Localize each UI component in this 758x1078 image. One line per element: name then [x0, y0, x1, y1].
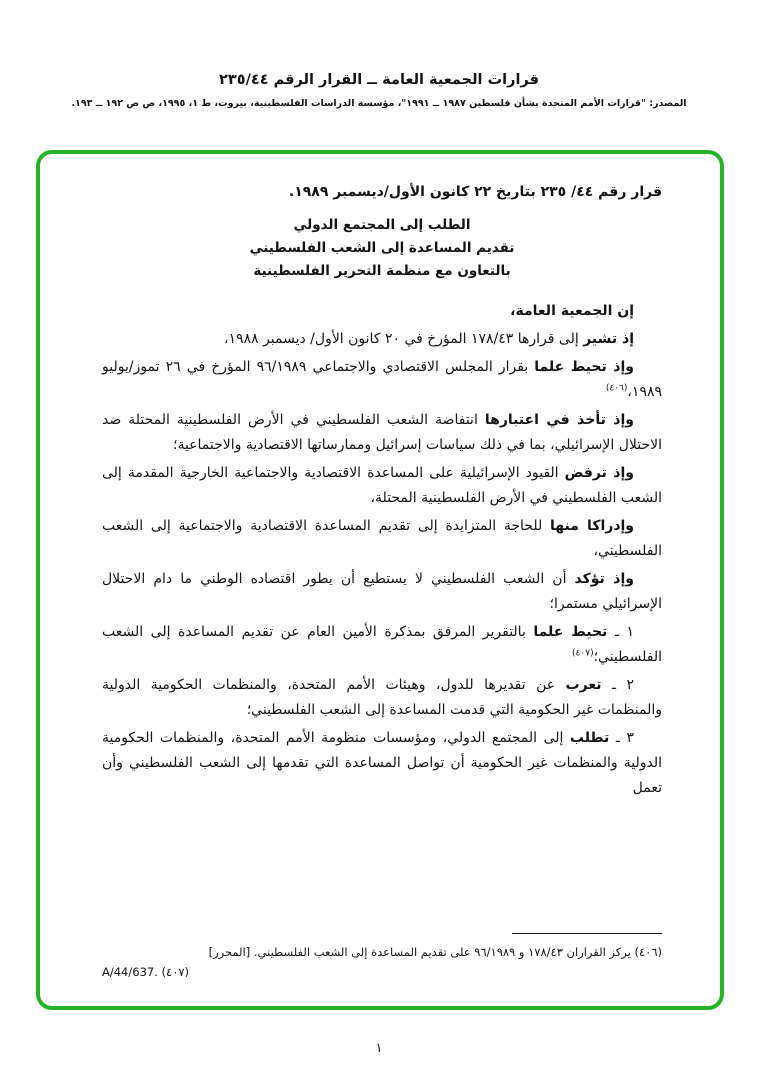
footnote-ref: (٤٠٧) — [572, 648, 594, 659]
paragraph-text: إلى المجتمع الدولي، ومؤسسات منظومة الأمم المتحدة، والمنظمات الحكومية الدولية والمنظمات غير الحكومية أن تواصل المساعدة التي تقدمها إلى الشعب الفلسطيني وأن تعمل — [102, 730, 662, 796]
body-paragraph — [102, 726, 662, 801]
body-paragraph — [102, 299, 662, 324]
page-number: ١ — [375, 1041, 383, 1056]
footnote-text: يركز القراران ١٧٨/٤٣ و ٩٦/١٩٨٩ على تقديم المساعدة إلى الشعب الفلسطيني. [المحرر] — [208, 945, 631, 959]
resolution-frame — [36, 150, 724, 1010]
paragraph-lead: إن الجمعية العامة، — [510, 303, 634, 319]
footnotes-section — [102, 933, 662, 982]
footnote-407 — [102, 963, 662, 982]
body-paragraph — [102, 673, 662, 723]
footnote-label: (٤٠٦) — [634, 945, 662, 959]
paragraph-text: القيود الإسرائيلية على المساعدة الاقتصادية والاجتماعية الخارجية المقدمة إلى الشعب الفلسطيني في الأرض الفلسطينية المحتلة، — [102, 465, 662, 506]
paragraph-text: انتفاضة الشعب الفلسطيني في الأرض الفلسطينية المحتلة ضد الاحتلال الإسرائيلي، بما في ذلك سياسات إسرائيل وممارساتها الاقتصادية والاجتماعية؛ — [102, 412, 662, 453]
paragraph-text: للحاجة المتزايدة إلى تقديم المساعدة الاقتصادية والاجتماعية إلى الشعب الفلسطيني، — [102, 518, 662, 559]
body-paragraph — [102, 355, 662, 405]
paragraph-lead: وإذ تأخذ في اعتبارها — [484, 412, 634, 428]
footnote-document-symbol: A/44/637.‎ — [102, 965, 158, 979]
paragraph-lead: تعرب — [565, 677, 602, 693]
paragraph-text: بالتقرير المرفق بمذكرة الأمين العام عن تقديم المساعدة إلى الشعب الفلسطيني؛ — [102, 624, 662, 665]
paragraph-number: ١ ـ — [607, 624, 634, 640]
paragraph-text: بقرار المجلس الاقتصادي والاجتماعي ٩٦/١٩٨٩ المؤرخ في ٢٦ تموز/يوليو ١٩٨٩، — [102, 359, 662, 400]
resolution-subject — [102, 214, 662, 283]
paragraph-lead: إذ تشير — [583, 331, 634, 347]
paragraph-lead: تطلب — [569, 730, 610, 746]
body-paragraph — [102, 514, 662, 564]
resolution-title: قرار رقم ٤٤/ ٢٣٥ بتاريخ ٢٢ كانون الأول/ديسمبر ١٩٨٩. — [288, 184, 662, 200]
page-header-title: قرارات الجمعية العامة ــ القرار الرقم ٢٣٥/٤٤ — [219, 72, 539, 88]
paragraph-number: ٢ ـ — [601, 677, 634, 693]
body-paragraph — [102, 327, 662, 352]
paragraph-number: ٣ ـ — [609, 730, 634, 746]
page-header-source: المصدر: "قرارات الأمم المتحدة بشأن فلسطين ١٩٨٧ ــ ١٩٩١"، مؤسسة الدراسات الفلسطينية، بيروت، ط ١، ١٩٩٥، ص ص ١٩٢ ــ ١٩٣. — [71, 98, 687, 109]
footnote-label: (٤٠٧) — [161, 965, 190, 979]
paragraph-lead: وإذ تحيط علما — [534, 359, 634, 375]
subject-line-2: تقديم المساعدة إلى الشعب الفلسطيني — [249, 240, 515, 256]
body-paragraph — [102, 461, 662, 511]
paragraph-lead: وإدراكا منها — [550, 518, 635, 534]
subject-line-3: بالتعاون مع منظمة التحرير الفلسطينية — [253, 263, 511, 279]
paragraph-lead: تحيط علما — [533, 624, 608, 640]
body-paragraph — [102, 408, 662, 458]
paragraph-text: أن الشعب الفلسطيني لا يستطيع أن يطور اقتصاده الوطني ما دام الاحتلال الإسرائيلي مستمرا؛ — [102, 571, 662, 612]
paragraph-text: إلى قرارها ١٧٨/٤٣ المؤرخ في ٢٠ كانون الأول/ ديسمبر ١٩٨٨، — [224, 331, 584, 347]
paragraph-lead: وإذ ترفض — [564, 465, 634, 481]
footnote-406 — [102, 943, 662, 962]
resolution-body — [102, 299, 662, 804]
footnote-separator — [512, 933, 662, 934]
paragraph-lead: وإذ تؤكد — [574, 571, 634, 587]
body-paragraph — [102, 567, 662, 617]
body-paragraph — [102, 620, 662, 670]
footnote-ref: (٤٠٦) — [605, 383, 628, 394]
subject-line-1: الطلب إلى المجتمع الدولي — [293, 217, 471, 233]
paragraph-text: عن تقديرها للدول، وهيئات الأمم المتحدة، والمنظمات الحكومية الدولية والمنظمات غير الحكومية التي قدمت المساعدة إلى الشعب الفلسطيني؛ — [102, 677, 662, 718]
page-header — [30, 72, 728, 111]
